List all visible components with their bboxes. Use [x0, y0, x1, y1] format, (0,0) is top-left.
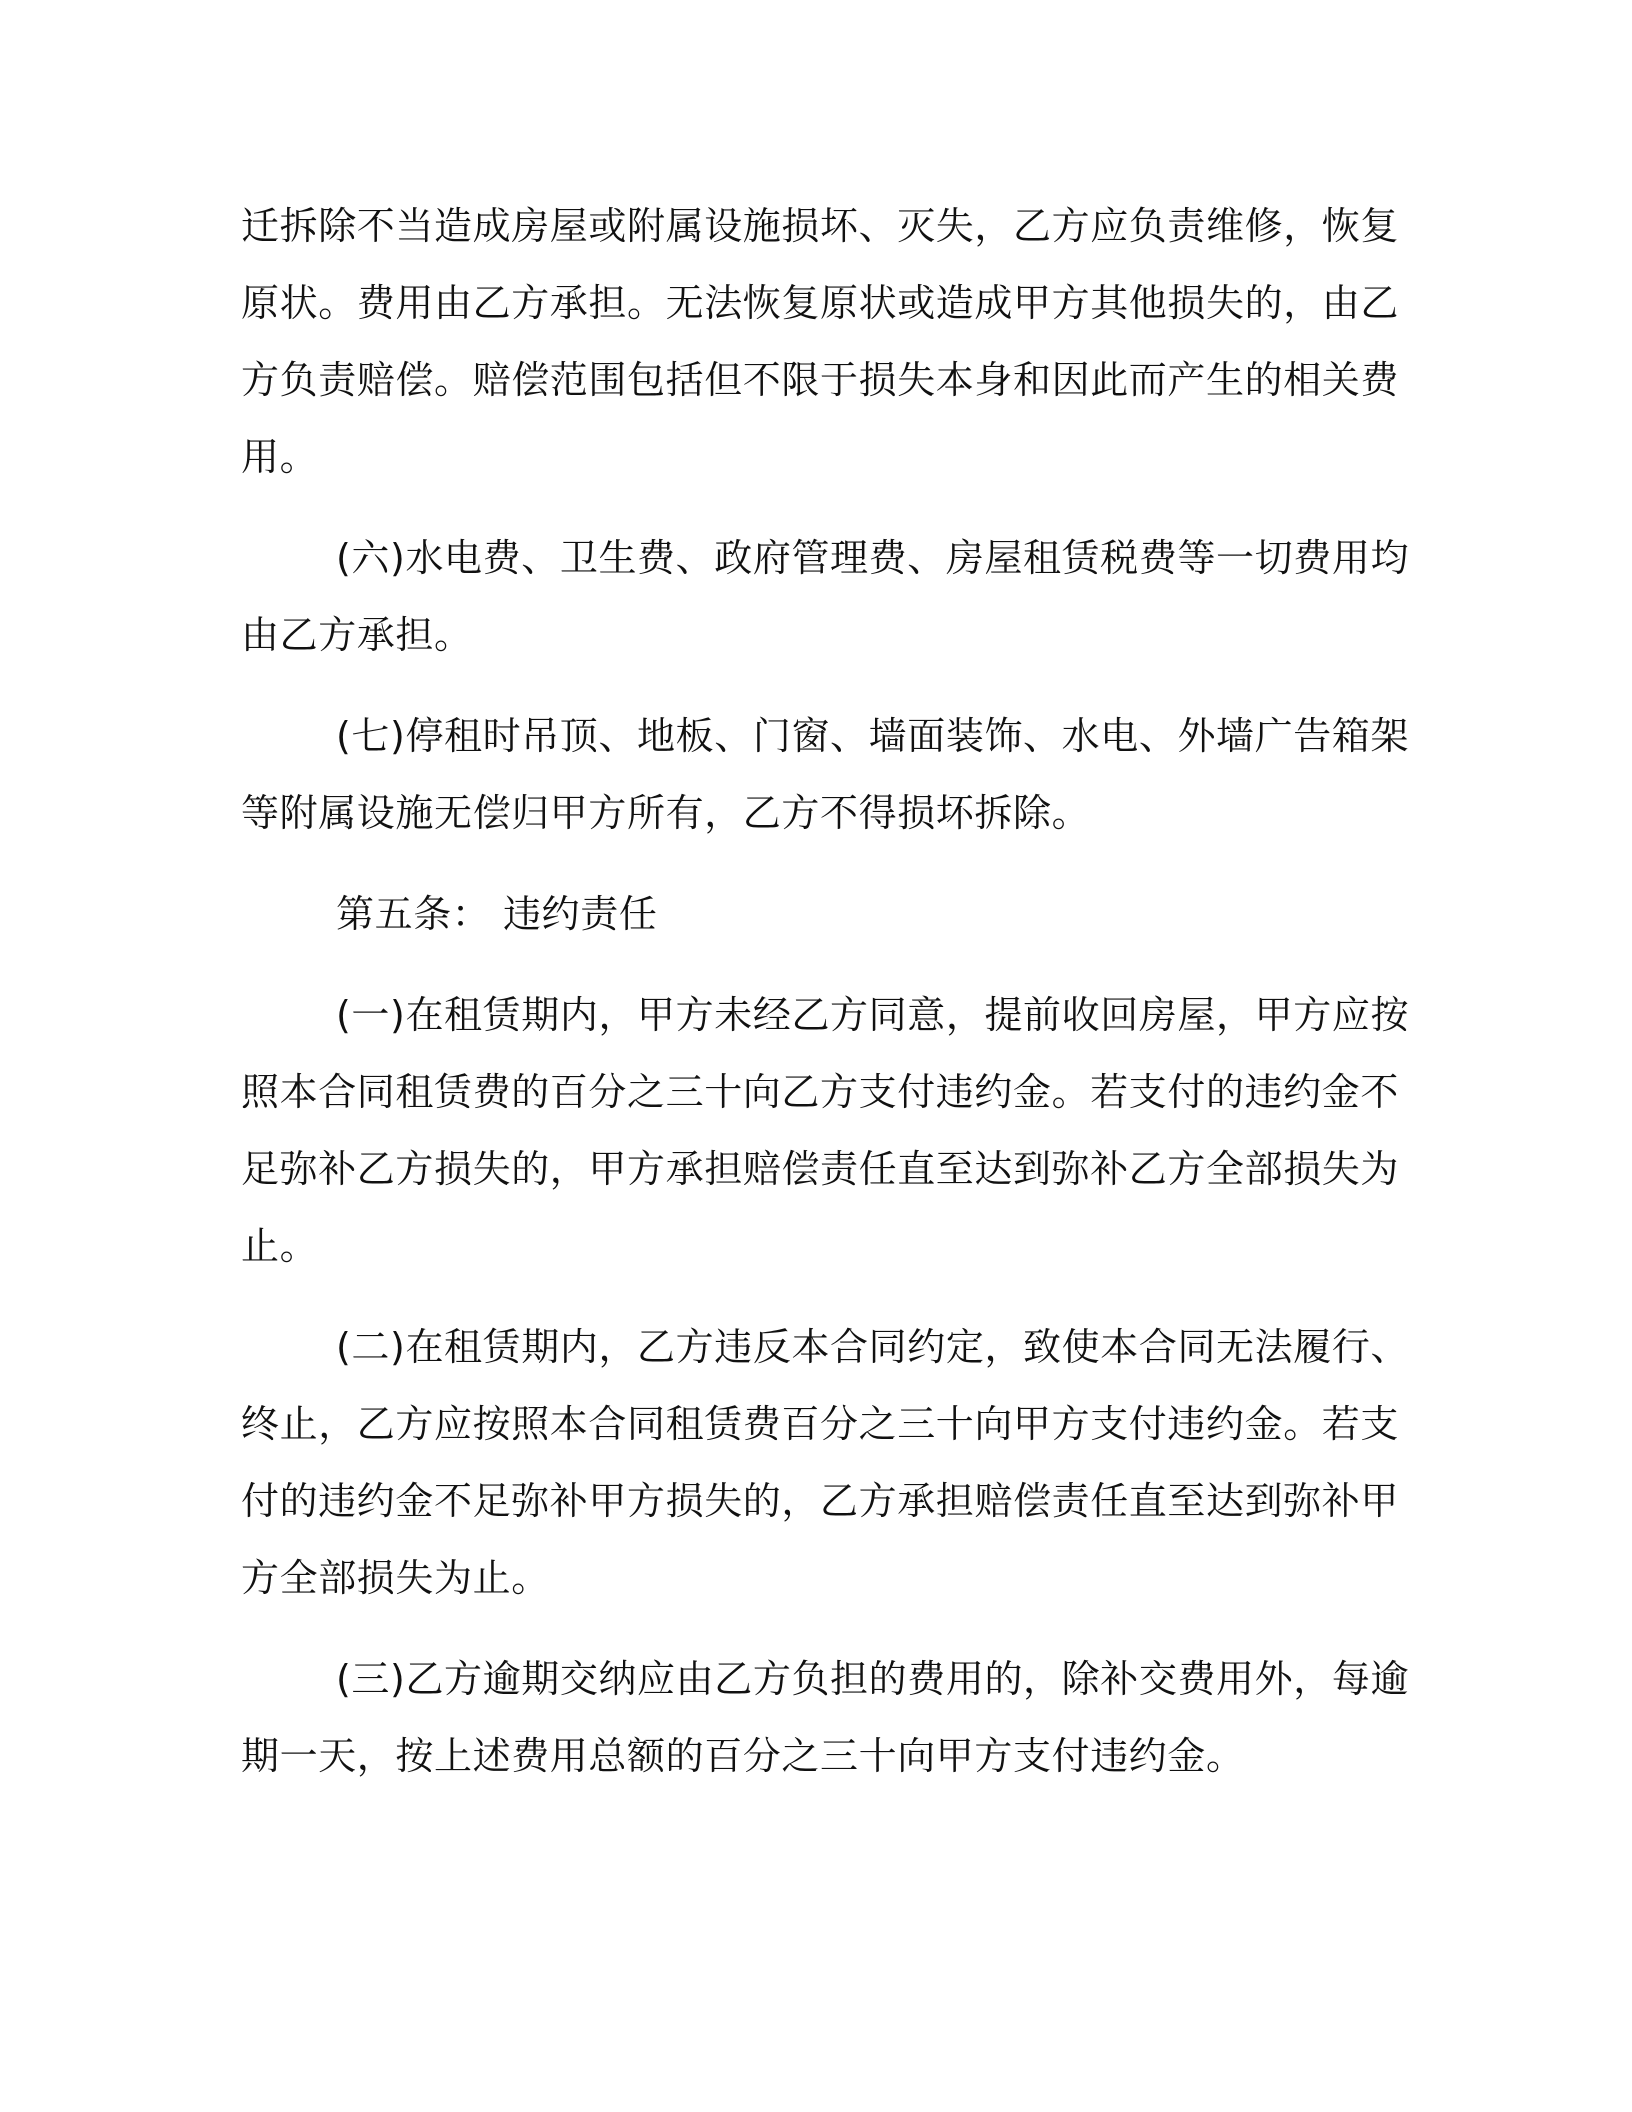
text-line: 方负责赔偿。赔偿范围包括但不限于损失本身和因此而产生的相关费 — [241, 358, 1400, 402]
paragraph-clause-7 — [241, 698, 1410, 852]
text-line: (三)乙方逾期交纳应由乙方负担的费用的，除补交费用外，每逾 — [336, 1657, 1410, 1701]
text-line: 止。 — [241, 1224, 319, 1268]
paragraph-repair-liability — [241, 188, 1400, 496]
text-line: (六)水电费、卫生费、政府管理费、房屋租赁税费等一切费用均 — [336, 536, 1410, 580]
document-body — [241, 188, 1410, 1795]
paragraph-breach-1 — [241, 977, 1410, 1285]
text-line: 付的违约金不足弥补甲方损失的，乙方承担赔偿责任直至达到弥补甲 — [241, 1479, 1400, 1523]
text-line: 迁拆除不当造成房屋或附属设施损坏、灭失，乙方应负责维修，恢复 — [241, 204, 1400, 248]
text-line: 方全部损失为止。 — [241, 1556, 550, 1600]
paragraph-clause-6 — [241, 520, 1410, 674]
text-line: (二)在租赁期内，乙方违反本合同约定，致使本合同无法履行、 — [336, 1325, 1410, 1369]
text-line: 等附属设施无偿归甲方所有，乙方不得损坏拆除。 — [241, 791, 1091, 835]
text-line: (一)在租赁期内，甲方未经乙方同意，提前收回房屋，甲方应按 — [336, 993, 1410, 1037]
paragraph-breach-2 — [241, 1309, 1410, 1617]
paragraph-breach-3 — [241, 1641, 1410, 1795]
text-line: 用。 — [241, 435, 319, 479]
text-line: 原状。费用由乙方承担。无法恢复原状或造成甲方其他损失的，由乙 — [241, 281, 1400, 325]
text-line: 由乙方承担。 — [241, 613, 473, 657]
text-line: 期一天，按上述费用总额的百分之三十向甲方支付违约金。 — [241, 1734, 1245, 1778]
text-line: 足弥补乙方损失的，甲方承担赔偿责任直至达到弥补乙方全部损失为 — [241, 1147, 1400, 1191]
section-heading: 第五条： 违约责任 — [336, 892, 658, 936]
text-line: 终止，乙方应按照本合同租赁费百分之三十向甲方支付违约金。若支 — [241, 1402, 1400, 1446]
text-line: 照本合同租赁费的百分之三十向乙方支付违约金。若支付的违约金不 — [241, 1070, 1400, 1114]
section-heading-article-5 — [241, 876, 1391, 953]
text-line: (七)停租时吊顶、地板、门窗、墙面装饰、水电、外墙广告箱架 — [336, 714, 1410, 758]
